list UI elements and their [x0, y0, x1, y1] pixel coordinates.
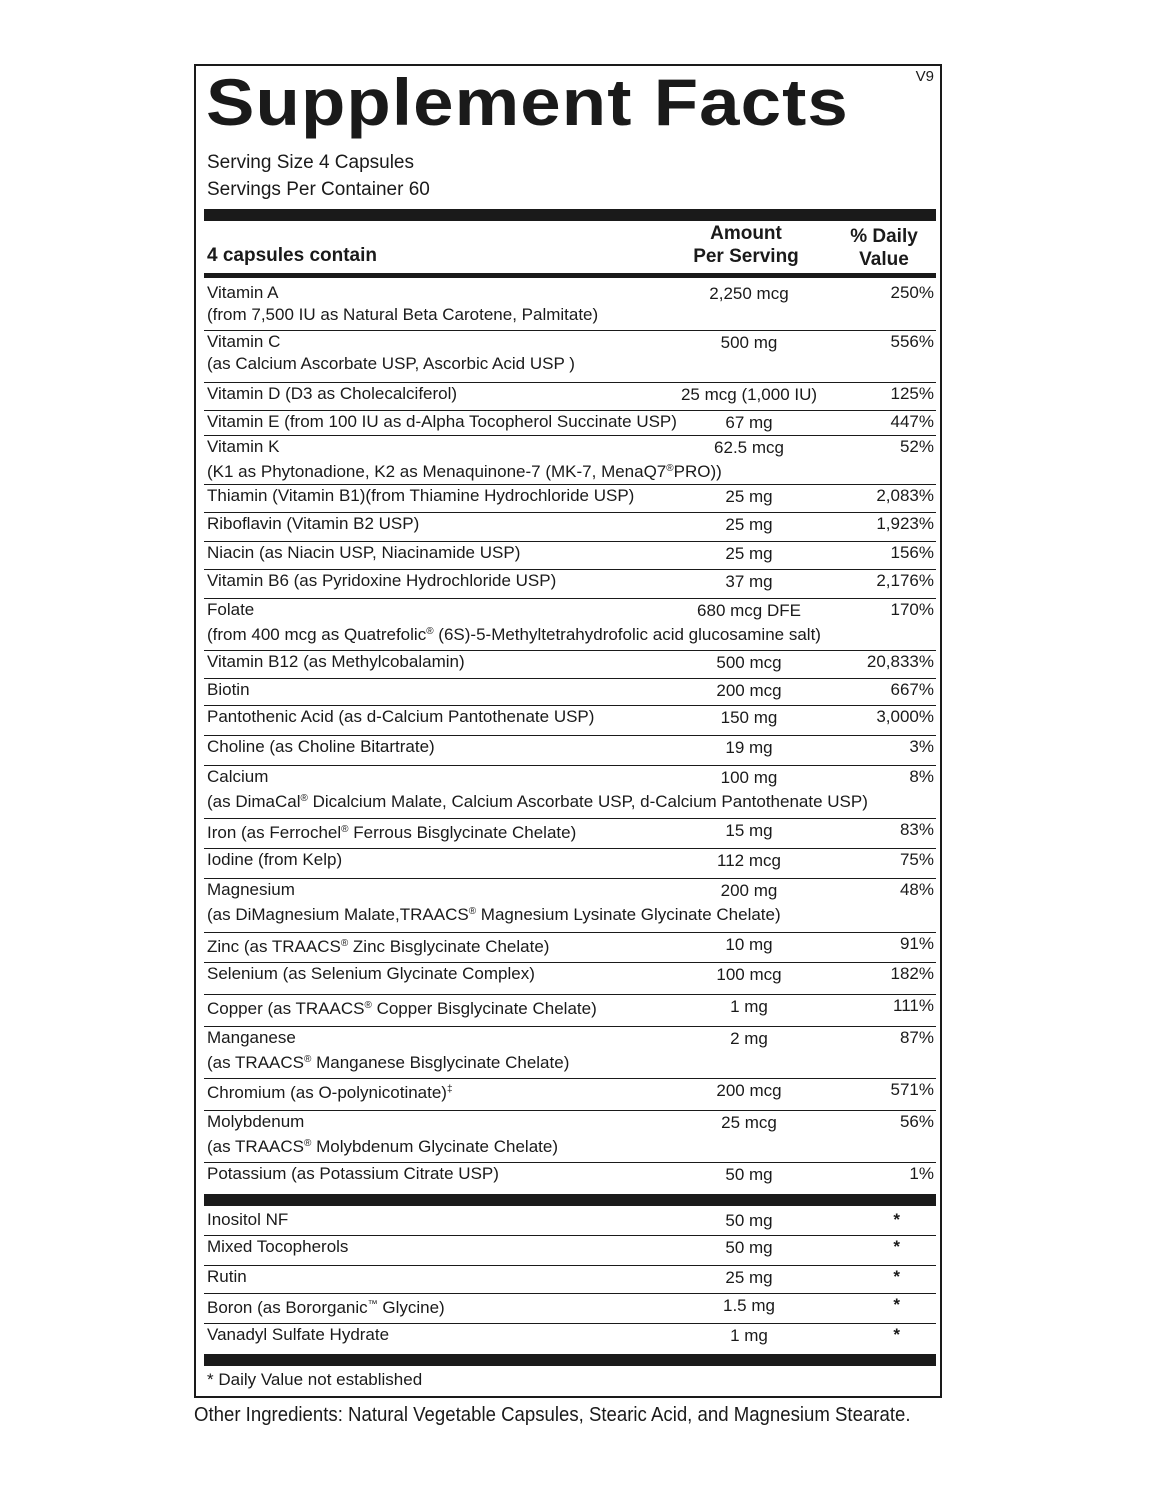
- table-row: [204, 436, 936, 485]
- nutrient-daily-value: 556%: [890, 332, 934, 351]
- nutrient-name: Magnesium: [207, 880, 295, 899]
- nutrient-daily-value: 156%: [890, 543, 934, 562]
- table-row: [204, 542, 936, 570]
- nutrient-amount: 100 mcg: [716, 965, 782, 984]
- nutrient-name: Vitamin D (D3 as Cholecalciferol): [207, 384, 458, 403]
- nutrient-daily-value: 56%: [899, 1112, 934, 1131]
- table-row: [204, 1209, 936, 1236]
- table-row: [204, 963, 936, 995]
- nutrient-name: Vitamin B12 (as Methylcobalamin): [207, 652, 465, 671]
- nutrient-name: Molybdenum: [207, 1112, 305, 1131]
- nutrient-amount: 680 mcg DFE: [697, 601, 801, 620]
- header-amount-line2: Per Serving: [693, 246, 799, 267]
- servings-per-container: Servings Per Container 60: [207, 179, 430, 200]
- table-row: [204, 736, 936, 766]
- nutrient-daily-value: 52%: [899, 437, 934, 456]
- nutrient-amount: 25 mg: [725, 515, 773, 534]
- nutrient-amount: 67 mg: [725, 413, 773, 432]
- nutrient-amount: 2,250 mcg: [709, 284, 789, 303]
- nutrient-daily-value: 182%: [890, 964, 934, 983]
- nutrient-name: Chromium (as O-polynicotinate)‡: [207, 1083, 453, 1102]
- nutrient-daily-value: 87%: [899, 1028, 934, 1047]
- header-dv-line1: % Daily: [850, 226, 918, 247]
- nutrient-name: Vitamin E (from 100 IU as d-Alpha Tocopherol Succinate USP): [207, 412, 677, 431]
- nutrient-daily-value: 2,083%: [876, 486, 934, 505]
- nutrient-daily-value: 111%: [893, 996, 934, 1015]
- nutrient-source: (as DiMagnesium Malate,TRAACS® Magnesium Lysinate Glycinate Chelate): [207, 905, 781, 924]
- nutrient-source: (as TRAACS® Manganese Bisglycinate Chelate): [207, 1053, 570, 1072]
- table-row: [204, 933, 936, 963]
- nutrient-daily-value: 1%: [909, 1164, 934, 1183]
- table-row: [204, 282, 936, 331]
- nutrient-daily-value: *: [893, 1210, 900, 1229]
- table-row: [204, 706, 936, 736]
- nutrient-name: Vitamin B6 (as Pyridoxine Hydrochloride USP): [207, 571, 557, 590]
- header-contain: 4 capsules contain: [207, 245, 378, 266]
- divider-thick-top: [204, 209, 936, 221]
- nutrient-amount: 37 mg: [725, 572, 773, 591]
- nutrient-name: Thiamin (Vitamin B1)(from Thiamine Hydrochloride USP): [207, 486, 635, 505]
- divider-thick-bottom: [204, 1354, 936, 1366]
- nutrient-daily-value: 20,833%: [866, 652, 934, 671]
- nutrient-amount: 2 mg: [730, 1029, 768, 1048]
- nutrient-name: Vitamin C: [207, 332, 281, 351]
- nutrient-daily-value: 3,000%: [876, 707, 934, 726]
- header-amount-line1: Amount: [710, 223, 782, 244]
- nutrient-amount: 50 mg: [725, 1211, 773, 1230]
- divider-thick-middle: [204, 1194, 936, 1206]
- table-row: [204, 879, 936, 933]
- table-row: [204, 411, 936, 436]
- nutrient-name: Mixed Tocopherols: [207, 1237, 349, 1256]
- supplement-facts-panel: [194, 64, 942, 1398]
- table-row: [204, 383, 936, 411]
- table-row: [204, 331, 936, 383]
- nutrient-name: Vitamin K: [207, 437, 280, 456]
- nutrient-daily-value: 8%: [909, 767, 934, 786]
- nutrient-amount: 15 mg: [725, 821, 773, 840]
- nutrient-amount: 50 mg: [725, 1238, 773, 1257]
- table-row: [204, 1266, 936, 1294]
- nutrient-source: (as DimaCal® Dicalcium Malate, Calcium Ascorbate USP, d-Calcium Pantothenate USP): [207, 792, 868, 811]
- table-row: [204, 1111, 936, 1163]
- table-row: [204, 651, 936, 679]
- nutrient-amount: 25 mg: [725, 544, 773, 563]
- nutrient-daily-value: 667%: [890, 680, 934, 699]
- version-code: V9: [915, 68, 934, 85]
- nutrient-daily-value: *: [893, 1237, 900, 1256]
- nutrient-name: Choline (as Choline Bitartrate): [207, 737, 435, 756]
- table-row: [204, 570, 936, 599]
- nutrient-amount: 25 mcg: [721, 1113, 777, 1132]
- nutrient-name: Biotin: [207, 680, 250, 699]
- nutrient-name: Inositol NF: [207, 1210, 289, 1229]
- nutrient-name: Iron (as Ferrochel® Ferrous Bisglycinate Chelate): [207, 823, 577, 842]
- table-row: [204, 1079, 936, 1111]
- nutrient-amount: 1 mg: [730, 997, 768, 1016]
- nutrient-amount: 200 mcg: [716, 681, 782, 700]
- nutrient-name: Calcium: [207, 767, 269, 786]
- nutrient-name: Boron (as Bororganic™ Glycine): [207, 1298, 445, 1317]
- serving-size: Serving Size 4 Capsules: [207, 152, 414, 173]
- nutrient-source: (K1 as Phytonadione, K2 as Menaquinone-7 (MK-7, MenaQ7®PRO)): [207, 462, 722, 481]
- header-daily-value: [834, 225, 934, 271]
- nutrient-source: (from 400 mcg as Quatrefolic® (6S)-5-Methyltetrahydrofolic acid glucosamine salt): [207, 625, 821, 644]
- nutrient-amount: 200 mcg: [716, 1081, 782, 1100]
- table-row: [204, 1236, 936, 1266]
- nutrient-amount: 500 mg: [720, 333, 778, 352]
- header-amount: [646, 222, 846, 268]
- nutrient-daily-value: 447%: [890, 412, 934, 431]
- table-row: [204, 1294, 936, 1324]
- table-row: [204, 1324, 936, 1352]
- nutrient-amount: 10 mg: [725, 935, 773, 954]
- nutrient-daily-value: *: [893, 1295, 900, 1314]
- nutrient-source: (as Calcium Ascorbate USP, Ascorbic Acid USP ): [207, 354, 575, 373]
- footnote: * Daily Value not established: [207, 1370, 423, 1389]
- nutrient-amount: 1 mg: [730, 1326, 768, 1345]
- nutrient-amount: 500 mcg: [716, 653, 782, 672]
- nutrient-name: Potassium (as Potassium Citrate USP): [207, 1164, 499, 1183]
- nutrient-name: Zinc (as TRAACS® Zinc Bisglycinate Chelate): [207, 937, 550, 956]
- nutrient-name: Riboflavin (Vitamin B2 USP): [207, 514, 420, 533]
- header-dv-line2: Value: [859, 249, 909, 270]
- nutrient-daily-value: 125%: [890, 384, 934, 403]
- nutrient-name: Rutin: [207, 1267, 247, 1286]
- nutrient-name: Manganese: [207, 1028, 296, 1047]
- nutrient-daily-value: 2,176%: [876, 571, 934, 590]
- divider-header: [204, 273, 936, 278]
- nutrient-name: Niacin (as Niacin USP, Niacinamide USP): [207, 543, 521, 562]
- nutrient-amount: 25 mg: [725, 1268, 773, 1287]
- nutrient-amount: 112 mcg: [717, 851, 781, 870]
- nutrient-name: Copper (as TRAACS® Copper Bisglycinate Chelate): [207, 999, 597, 1018]
- nutrient-daily-value: 75%: [899, 850, 934, 869]
- nutrient-daily-value: 3%: [909, 737, 934, 756]
- nutrient-name: Pantothenic Acid (as d-Calcium Pantothenate USP): [207, 707, 595, 726]
- nutrient-amount: 200 mg: [720, 881, 778, 900]
- nutrient-name: Selenium (as Selenium Glycinate Complex): [207, 964, 535, 983]
- nutrient-amount: 50 mg: [725, 1165, 773, 1184]
- table-row: [204, 766, 936, 819]
- table-row: [204, 849, 936, 879]
- table-row: [204, 995, 936, 1027]
- nutrient-amount: 25 mg: [725, 487, 773, 506]
- nutrient-name: Iodine (from Kelp): [207, 850, 343, 869]
- nutrient-daily-value: 250%: [890, 283, 934, 302]
- nutrient-amount: 150 mg: [720, 708, 778, 727]
- table-row: [204, 1163, 936, 1194]
- table-row: [204, 819, 936, 849]
- panel-title: Supplement Facts: [206, 65, 849, 139]
- nutrient-amount: 1.5 mg: [723, 1296, 775, 1315]
- table-row: [204, 679, 936, 706]
- nutrient-daily-value: 571%: [890, 1080, 934, 1099]
- nutrient-daily-value: *: [893, 1267, 900, 1286]
- nutrient-daily-value: 170%: [890, 600, 934, 619]
- nutrient-source: (as TRAACS® Molybdenum Glycinate Chelate): [207, 1137, 558, 1156]
- nutrient-daily-value: *: [893, 1325, 900, 1344]
- nutrient-daily-value: 83%: [899, 820, 934, 839]
- table-row: [204, 1027, 936, 1079]
- nutrient-amount: 19 mg: [725, 738, 773, 757]
- nutrient-daily-value: 91%: [899, 934, 934, 953]
- nutrient-amount: 62.5 mcg: [714, 438, 784, 457]
- table-row: [204, 513, 936, 542]
- nutrient-name: Vitamin A: [207, 283, 279, 302]
- nutrient-amount: 25 mcg (1,000 IU): [680, 385, 818, 404]
- table-row: [204, 599, 936, 651]
- nutrient-source: (from 7,500 IU as Natural Beta Carotene, Palmitate): [207, 305, 599, 324]
- nutrient-name: Folate: [207, 600, 255, 619]
- nutrient-amount: 100 mg: [720, 768, 778, 787]
- nutrient-name: Vanadyl Sulfate Hydrate: [207, 1325, 390, 1344]
- table-row: [204, 485, 936, 513]
- other-ingredients: Other Ingredients: Natural Vegetable Capsules, Stearic Acid, and Magnesium Stearate.: [194, 1404, 911, 1426]
- nutrient-daily-value: 48%: [899, 880, 934, 899]
- nutrient-daily-value: 1,923%: [876, 514, 934, 533]
